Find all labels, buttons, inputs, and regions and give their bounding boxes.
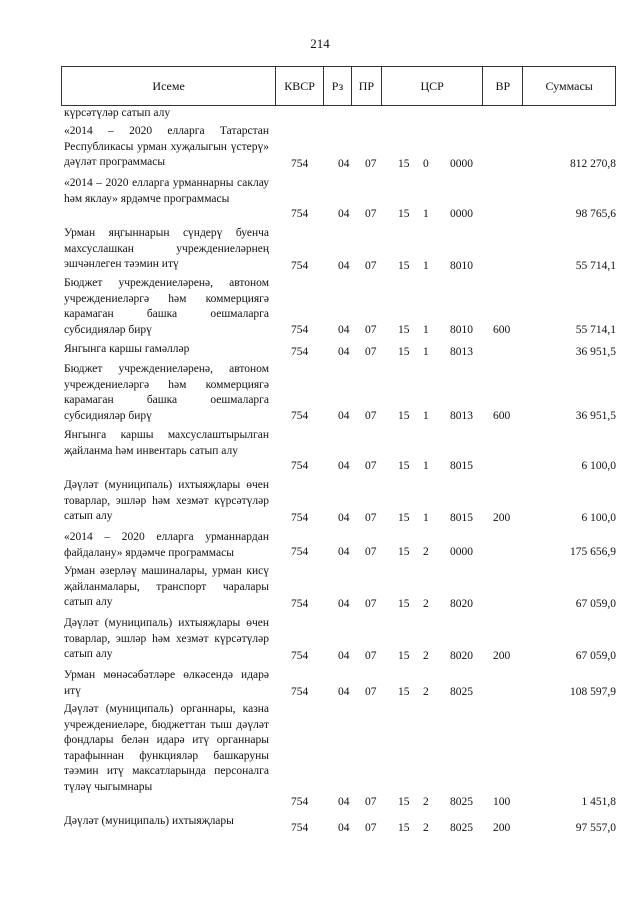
cell-csr-code: 8025 bbox=[450, 795, 473, 808]
cell-kvsr: 754 bbox=[291, 207, 309, 220]
page-number: 214 bbox=[310, 36, 330, 51]
cell-name: Янгынга каршы гамәлләр bbox=[64, 343, 190, 355]
cell-name: «2014 – 2020 елларга урманнарны саклау һәм яклау» ярдәмче программасы bbox=[64, 177, 269, 205]
cell-csr-program: 15 bbox=[398, 821, 410, 834]
cell-vr: 200 bbox=[493, 511, 511, 524]
cell-rz: 04 bbox=[338, 345, 350, 358]
table-row bbox=[0, 362, 640, 424]
cell-csr-code: 0000 bbox=[450, 545, 473, 558]
cell-name: Дәүләт (муниципаль) ихтыяҗлары өчен товарлар, эшләр һәм хезмәт күрсәтүләр сатып алу bbox=[64, 479, 269, 522]
cell-pr: 07 bbox=[365, 795, 377, 808]
cell-rz: 04 bbox=[338, 685, 350, 698]
cell-vr: 600 bbox=[493, 323, 511, 336]
cell-csr-program: 15 bbox=[398, 597, 410, 610]
cell-name: Янгынга каршы махсуслаштырылган җайланма һәм инвентарь сатып алу bbox=[64, 429, 269, 457]
cell-csr-program: 15 bbox=[398, 511, 410, 524]
header-name: Исеме bbox=[62, 67, 276, 105]
cell-csr-subprogram: 2 bbox=[423, 685, 429, 698]
cell-vr: 100 bbox=[493, 795, 511, 808]
cell-csr-program: 15 bbox=[398, 795, 410, 808]
cell-pr: 07 bbox=[365, 649, 377, 662]
cell-rz: 04 bbox=[338, 597, 350, 610]
cell-rz: 04 bbox=[338, 511, 350, 524]
cell-vr: 200 bbox=[493, 649, 511, 662]
cell-csr-subprogram: 1 bbox=[423, 459, 429, 472]
cell-csr-code: 0000 bbox=[450, 207, 473, 220]
header-vr: ВР bbox=[483, 67, 523, 105]
cell-sum: 36 951,5 bbox=[575, 409, 616, 422]
cell-name: Бюджет учреждениеләренә, автоном учреждениеләргә һәм коммерциягә карамаган башка оешмаларга субсидияләр бирү bbox=[64, 363, 269, 422]
cell-csr-code: 8025 bbox=[450, 685, 473, 698]
cell-pr: 07 bbox=[365, 409, 377, 422]
cell-vr: 600 bbox=[493, 409, 511, 422]
cell-csr-subprogram: 2 bbox=[423, 821, 429, 834]
cell-csr-code: 8020 bbox=[450, 597, 473, 610]
cell-sum: 55 714,1 bbox=[575, 259, 616, 272]
cell-csr-subprogram: 2 bbox=[423, 597, 429, 610]
table-row bbox=[0, 702, 640, 810]
cell-csr-code: 8015 bbox=[450, 459, 473, 472]
cell-pr: 07 bbox=[365, 459, 377, 472]
cell-kvsr: 754 bbox=[291, 459, 309, 472]
cell-kvsr: 754 bbox=[291, 409, 309, 422]
cell-csr-code: 8015 bbox=[450, 511, 473, 524]
cell-csr-subprogram: 2 bbox=[423, 795, 429, 808]
cell-sum: 108 597,9 bbox=[570, 685, 616, 698]
table-row bbox=[0, 342, 640, 360]
cell-name: Дәүләт (муниципаль) ихтыяҗлары bbox=[64, 815, 234, 827]
cell-csr-program: 15 bbox=[398, 207, 410, 220]
cell-csr-program: 15 bbox=[398, 459, 410, 472]
cell-csr-subprogram: 1 bbox=[423, 345, 429, 358]
cell-csr-program: 15 bbox=[398, 409, 410, 422]
cell-csr-code: 8010 bbox=[450, 323, 473, 336]
cell-csr-program: 15 bbox=[398, 649, 410, 662]
cell-kvsr: 754 bbox=[291, 511, 309, 524]
cell-name: Урман яңгыннарын сүндерү буенча махсуслашкан учреждениеләрнең эшчәнлеген тәэмин итү bbox=[64, 227, 269, 270]
table-row bbox=[0, 428, 640, 474]
continued-row bbox=[0, 106, 640, 122]
cell-csr-program: 15 bbox=[398, 323, 410, 336]
table-row bbox=[0, 814, 640, 836]
cell-kvsr: 754 bbox=[291, 821, 309, 834]
cell-csr-program: 15 bbox=[398, 157, 410, 170]
header-csr: ЦСР bbox=[382, 67, 484, 105]
cell-kvsr: 754 bbox=[291, 597, 309, 610]
cell-rz: 04 bbox=[338, 545, 350, 558]
cell-csr-subprogram: 2 bbox=[423, 649, 429, 662]
header-sum: Суммасы bbox=[545, 78, 593, 93]
table-row bbox=[0, 530, 640, 560]
cell-csr-code: 8020 bbox=[450, 649, 473, 662]
cell-sum: 67 059,0 bbox=[575, 597, 616, 610]
cell-pr: 07 bbox=[365, 821, 377, 834]
cell-csr-code: 0000 bbox=[450, 157, 473, 170]
header-rz: Рз bbox=[324, 67, 352, 105]
table-row bbox=[0, 226, 640, 274]
table-row bbox=[0, 276, 640, 338]
table-row bbox=[0, 616, 640, 664]
cell-pr: 07 bbox=[365, 685, 377, 698]
cell-csr-code: 8025 bbox=[450, 821, 473, 834]
cell-csr-subprogram: 1 bbox=[423, 323, 429, 336]
cell-pr: 07 bbox=[365, 545, 377, 558]
cell-sum: 67 059,0 bbox=[575, 649, 616, 662]
cell-sum: 1 451,8 bbox=[581, 795, 616, 808]
cell-name: «2014 – 2020 елларга Татарстан Республикасы урман хуҗалыгын үстерү» дәүләт программасы bbox=[64, 125, 269, 168]
cell-name: Урман мөнәсәбәтләре өлкәсендә идарә итү bbox=[64, 669, 269, 697]
cell-kvsr: 754 bbox=[291, 795, 309, 808]
cell-csr-subprogram: 1 bbox=[423, 409, 429, 422]
cell-sum: 36 951,5 bbox=[575, 345, 616, 358]
cell-csr-subprogram: 1 bbox=[423, 259, 429, 272]
cell-rz: 04 bbox=[338, 409, 350, 422]
header-kvsr: КВСР bbox=[276, 67, 324, 105]
cell-sum: 55 714,1 bbox=[575, 323, 616, 336]
cell-kvsr: 754 bbox=[291, 545, 309, 558]
cell-rz: 04 bbox=[338, 821, 350, 834]
cell-sum: 6 100,0 bbox=[581, 511, 616, 524]
cell-kvsr: 754 bbox=[291, 345, 309, 358]
cell-csr-program: 15 bbox=[398, 545, 410, 558]
cell-name: Дәүләт (муниципаль) ихтыяҗлары өчен товарлар, эшләр һәм хезмәт күрсәтүләр сатып алу bbox=[64, 617, 269, 660]
cell-rz: 04 bbox=[338, 459, 350, 472]
cell-sum: 98 765,6 bbox=[575, 207, 616, 220]
cell-csr-code: 8010 bbox=[450, 259, 473, 272]
cell-rz: 04 bbox=[338, 207, 350, 220]
cell-kvsr: 754 bbox=[291, 157, 309, 170]
cell-csr-code: 8013 bbox=[450, 345, 473, 358]
table-row bbox=[0, 124, 640, 172]
continued-text: күрсәтүләр сатып алу bbox=[64, 107, 171, 119]
cell-csr-subprogram: 1 bbox=[423, 511, 429, 524]
cell-sum: 175 656,9 bbox=[570, 545, 616, 558]
cell-rz: 04 bbox=[338, 259, 350, 272]
cell-rz: 04 bbox=[338, 323, 350, 336]
cell-sum: 812 270,8 bbox=[570, 157, 616, 170]
table-header bbox=[61, 66, 616, 106]
header-pr: ПР bbox=[352, 67, 382, 105]
cell-csr-program: 15 bbox=[398, 685, 410, 698]
cell-csr-subprogram: 2 bbox=[423, 545, 429, 558]
cell-name: Бюджет учреждениеләренә, автоном учреждениеләргә һәм коммерциягә карамаган башка оешмаларга субсидияләр бирү bbox=[64, 277, 269, 336]
table-row bbox=[0, 478, 640, 526]
cell-csr-program: 15 bbox=[398, 345, 410, 358]
cell-name: Дәүләт (муниципаль) органнары, казна учреждениеләре, бюджеттан тыш дәүләт фондлары белән идарә итү органнары тарафыннан функцияләр башкаруны тәэмин итү максатларында персоналга түләү чыгымнары bbox=[64, 703, 269, 793]
cell-sum: 6 100,0 bbox=[581, 459, 616, 472]
cell-kvsr: 754 bbox=[291, 649, 309, 662]
cell-csr-subprogram: 1 bbox=[423, 207, 429, 220]
cell-pr: 07 bbox=[365, 207, 377, 220]
cell-name: Урман әзерләү машиналары, урман кисү җайланмалары, транспорт чаралары сатып алу bbox=[64, 565, 269, 608]
cell-csr-subprogram: 0 bbox=[423, 157, 429, 170]
cell-rz: 04 bbox=[338, 795, 350, 808]
cell-pr: 07 bbox=[365, 345, 377, 358]
cell-vr: 200 bbox=[493, 821, 511, 834]
cell-pr: 07 bbox=[365, 597, 377, 610]
cell-kvsr: 754 bbox=[291, 685, 309, 698]
cell-pr: 07 bbox=[365, 511, 377, 524]
cell-kvsr: 754 bbox=[291, 323, 309, 336]
cell-kvsr: 754 bbox=[291, 259, 309, 272]
cell-csr-code: 8013 bbox=[450, 409, 473, 422]
cell-pr: 07 bbox=[365, 259, 377, 272]
cell-pr: 07 bbox=[365, 323, 377, 336]
cell-csr-program: 15 bbox=[398, 259, 410, 272]
cell-sum: 97 557,0 bbox=[575, 821, 616, 834]
table-row bbox=[0, 176, 640, 222]
table-row bbox=[0, 668, 640, 700]
cell-rz: 04 bbox=[338, 157, 350, 170]
cell-pr: 07 bbox=[365, 157, 377, 170]
cell-rz: 04 bbox=[338, 649, 350, 662]
table-row bbox=[0, 564, 640, 612]
cell-name: «2014 – 2020 елларга урманнардан файдалану» ярдәмче программасы bbox=[64, 531, 269, 559]
